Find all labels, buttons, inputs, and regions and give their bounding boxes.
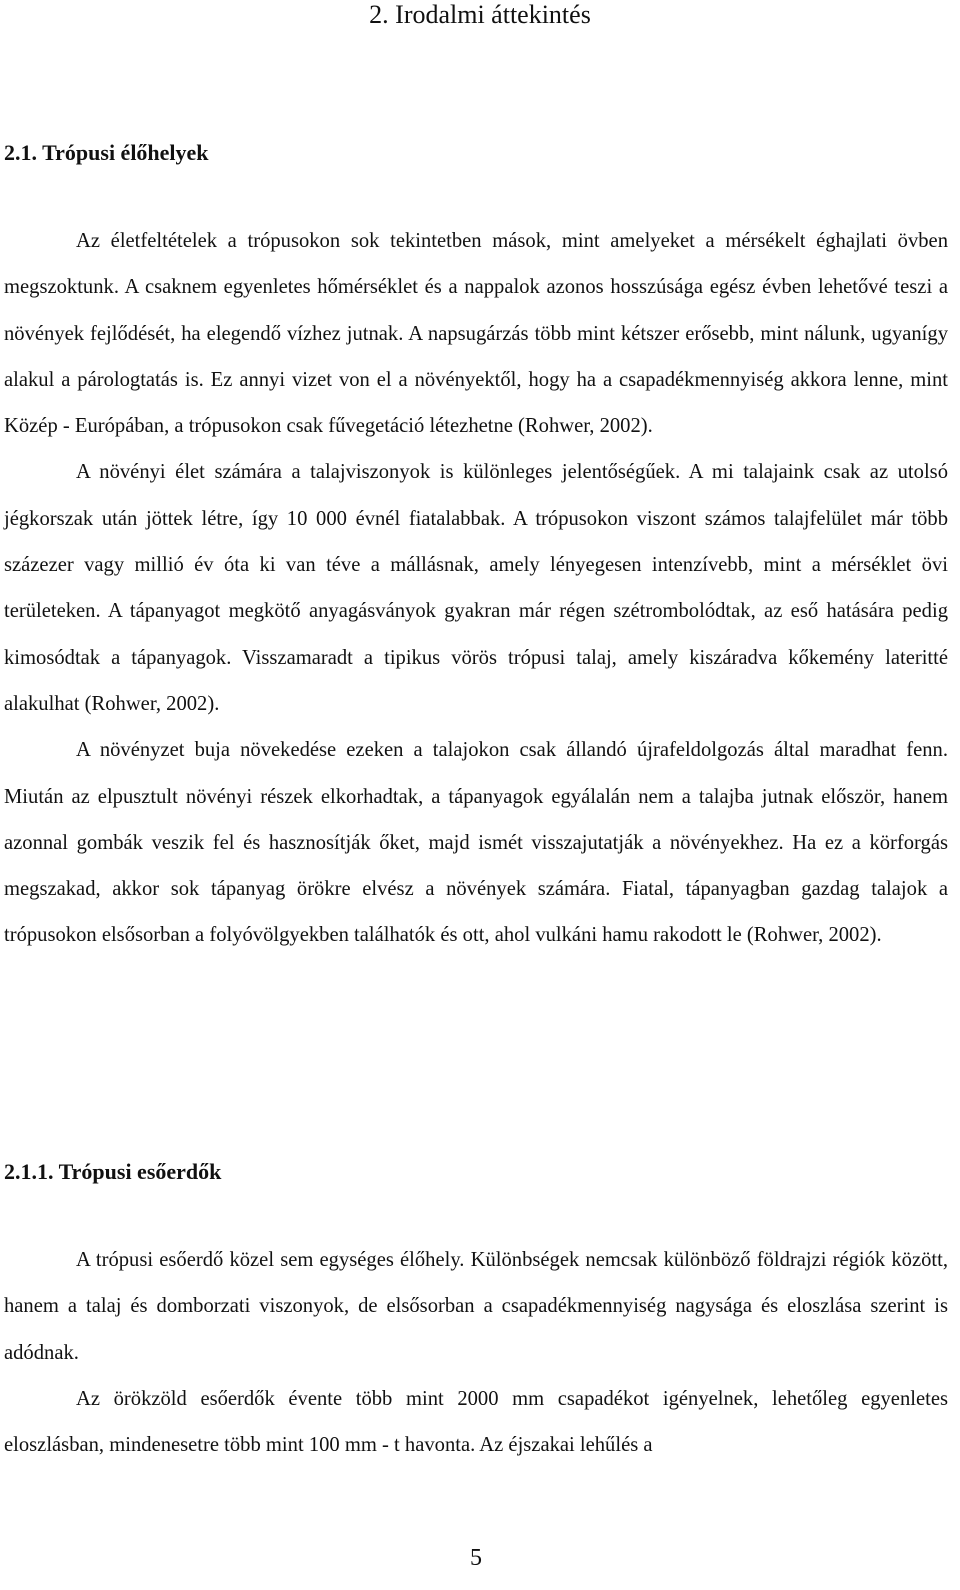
page-number: 5 (470, 1545, 482, 1571)
paragraph: A növényzet buja növekedése ezeken a talajokon csak állandó újrafeldolgozás által maradhat fenn. Miután az elpusztult növényi részek elkorhadtak, a tápanyagok egyálalán nem a talajba jutnak először, hanem azonnal gombák veszik fel és hasznosítják őket, majd ismét visszajutatják a növényekhez. Ha ez a körforgás megszakad, akkor sok tápanyag örökre elvész a növények számára. Fiatal, tápanyagban gazdag talajok a trópusokon elsősorban a folyóvölgyekben találhatók és ott, ahol vulkáni hamu rakodott le (Rohwer, 2002). (4, 739, 948, 947)
paragraph: A trópusi esőerdő közel sem egységes élőhely. Különbségek nemcsak különböző földrajzi régiók között, hanem a talaj és domborzati viszonyok, de elsősorban a csapadékmennyiség nagysága és eloszlása szerint is adódnak. (4, 1249, 948, 1364)
paragraph: Az életfeltételek a trópusokon sok tekintetben mások, mint amelyeket a mérsékelt éghajlati övben megszoktunk. A csaknem egyenletes hőmérséklet és a nappalok azonos hosszúsága egész évben lehetővé teszi a növények fejlődését, ha elegendő vízhez jutnak. A napsugárzás több mint kétszer erősebb, mint nálunk, ugyanígy alakul a párologtatás is. Ez annyi vizet von el a növényektől, hogy ha a csapadékmennyiség akkora lenne, mint Közép - Európában, a trópusokon csak fűvegetáció létezhetne (Rohwer, 2002). (4, 230, 948, 438)
section-body (4, 218, 948, 959)
section-heading: 2.1. Trópusi élőhelyek (4, 140, 209, 165)
subsection-heading: 2.1.1. Trópusi esőerdők (4, 1159, 222, 1184)
chapter-title: 2. Irodalmi áttekintés (369, 0, 591, 29)
paragraph: A növényi élet számára a talajviszonyok is különleges jelentőségűek. A mi talajaink csak az utolsó jégkorszak után jöttek létre, így 10 000 évnél fiatalabbak. A trópusokon viszont számos talajfelület már több százezer vagy millió év óta ki van téve a mállásnak, amely lényegesen intenzívebb, mint a mérséklet övi területeken. A tápanyagot megkötő anyagásványok gyakran már régen szétrombolódtak, az eső hatására pedig kimosódtak a tápanyagok. Visszamaradt a tipikus vörös trópusi talaj, amely kiszáradva kőkemény lateritté alakulhat (Rohwer, 2002). (4, 461, 948, 715)
paragraph: Az örökzöld esőerdők évente több mint 2000 mm csapadékot igényelnek, lehetőleg egyenletes eloszlásban, mindenesetre több mint 100 mm - t havonta. Az éjszakai lehűlés a (4, 1387, 948, 1457)
subsection-body (4, 1237, 948, 1468)
